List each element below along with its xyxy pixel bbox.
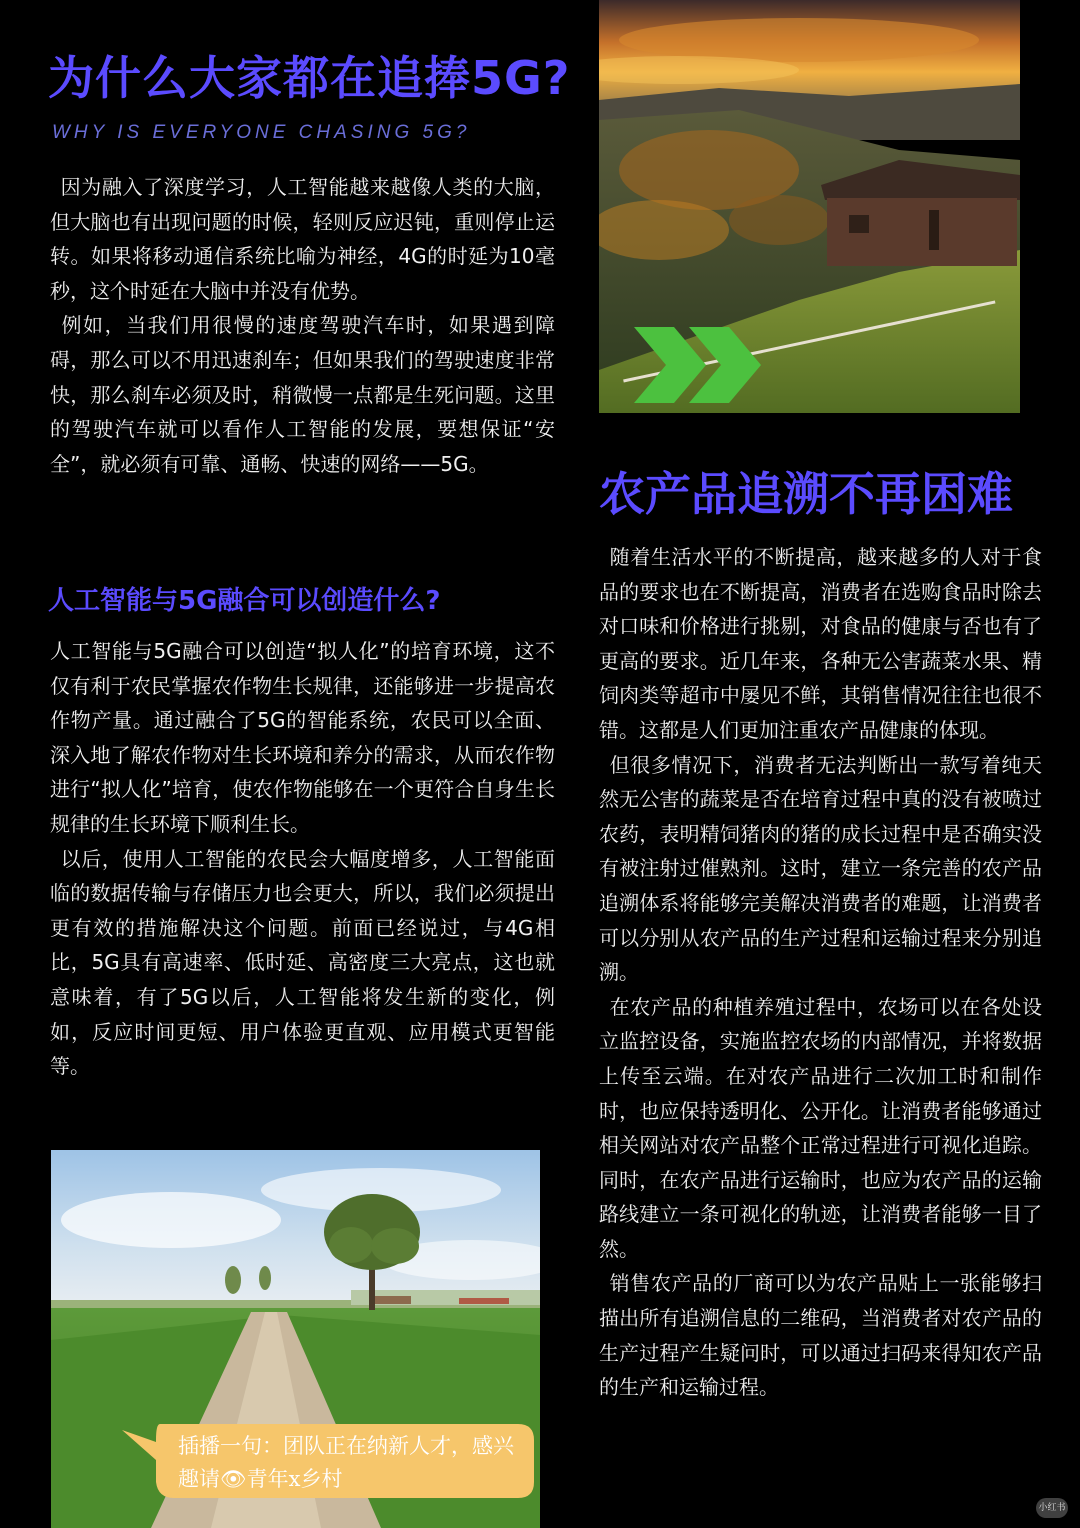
page-title: 为什么大家都在追捧5G? (48, 51, 571, 105)
ai-5g-paragraph-2: 以后，使用人工智能的农民会大幅度增多，人工智能面临的数据传输与存储压力也会更大，所以，我们必须提出更有效的措施解决这个问题。前面已经说过，与4G相比，5G具有高速率、低时延、高密度三大亮点，这也就意味着，有了5G以后，人工智能将发生新的变化，例如，反应时间更短、用户体验更直观、应用模式更智能等。 (50, 846, 555, 1079)
intro-section (50, 170, 555, 481)
traceability-paragraph-2: 但很多情况下，消费者无法判断出一款写着纯天然无公害的蔬菜是否在培育过程中真的没有被喷过农药，表明精饲猪肉的猪的成长过程中是否确实没有被注射过催熟剂。这时，建立一条完善的农产品追溯体系将能够完美解决消费者的难题，让消费者可以分别从农产品的生产过程和运输过程来分别追溯。 (599, 752, 1042, 985)
section-heading-traceability: 农产品追溯不再困难 (599, 467, 1013, 521)
section-heading-ai-5g: 人工智能与5G融合可以创造什么? (48, 586, 441, 616)
traceability-paragraph-4: 销售农产品的厂商可以为农产品贴上一张能够扫描出所有追溯信息的二维码，当消费者对农产品的生产过程产生疑问时，可以通过扫码来得知农产品的生产和运输过程。 (599, 1271, 1042, 1400)
ai-5g-section (50, 634, 555, 1084)
english-subtitle: WHY IS EVERYONE CHASING 5G? (52, 122, 471, 143)
intro-paragraph-2: 例如，当我们用很慢的速度驾驶汽车时，如果遇到障碍，那么可以不用迅速刹车；但如果我们的驾驶速度非常快，那么刹车必须及时，稍微慢一点都是生死问题。这里的驾驶汽车就可以看作人工智能的发展，要想保证“安全”，就必须有可靠、通畅、快速的网络——5G。 (50, 313, 555, 476)
intro-paragraph-1: 因为融入了深度学习，人工智能越来越像人类的大脑，但大脑也有出现问题的时候，轻则反应迟钝，重则停止运转。如果将移动通信系统比喻为神经，4G的时延为10毫秒，这个时延在大脑中并没有优势。 (50, 175, 555, 303)
ai-5g-paragraph-1: 人工智能与5G融合可以创造“拟人化”的培育环境，这不仅有利于农民掌握农作物生长规律，还能够进一步提高农作物产量。通过融合了5G的智能系统，农民可以全面、深入地了解农作物对生长环境和养分的需求，从而农作物进行“拟人化”培育，使农作物能够在一个更符合自身生长规律的生长环境下顺利生长。 (50, 639, 555, 836)
mountain-farmhouse-photo (599, 0, 1020, 413)
traceability-paragraph-1: 随着生活水平的不断提高，越来越多的人对于食品的要求也在不断提高，消费者在选购食品时除去对口味和价格进行挑剔，对食品的健康与否也有了更高的要求。近几年来，各种无公害蔬菜水果、精饲肉类等超市中屡见不鲜，其销售情况往往也很不错。这都是人们更加注重农产品健康的体现。 (599, 545, 1042, 742)
traceability-paragraph-3: 在农产品的种植养殖过程中，农场可以在各处设立监控设备，实施监控农场的内部情况，并将数据上传至云端。在对农产品进行二次加工时和制作时，也应保持透明化、公开化。让消费者能够通过相关网站对农产品整个正常过程进行可视化追踪。同时，在农产品进行运输时，也应为农产品的运输路线建立一条可视化的轨迹，让消费者能够一目了然。 (599, 994, 1042, 1261)
recruiting-note: 插播一句：团队正在纳新人才，感兴趣请👁青年x乡村 (178, 1434, 514, 1491)
traceability-section (599, 540, 1042, 1405)
watermark: 小红书 (1036, 1498, 1068, 1518)
